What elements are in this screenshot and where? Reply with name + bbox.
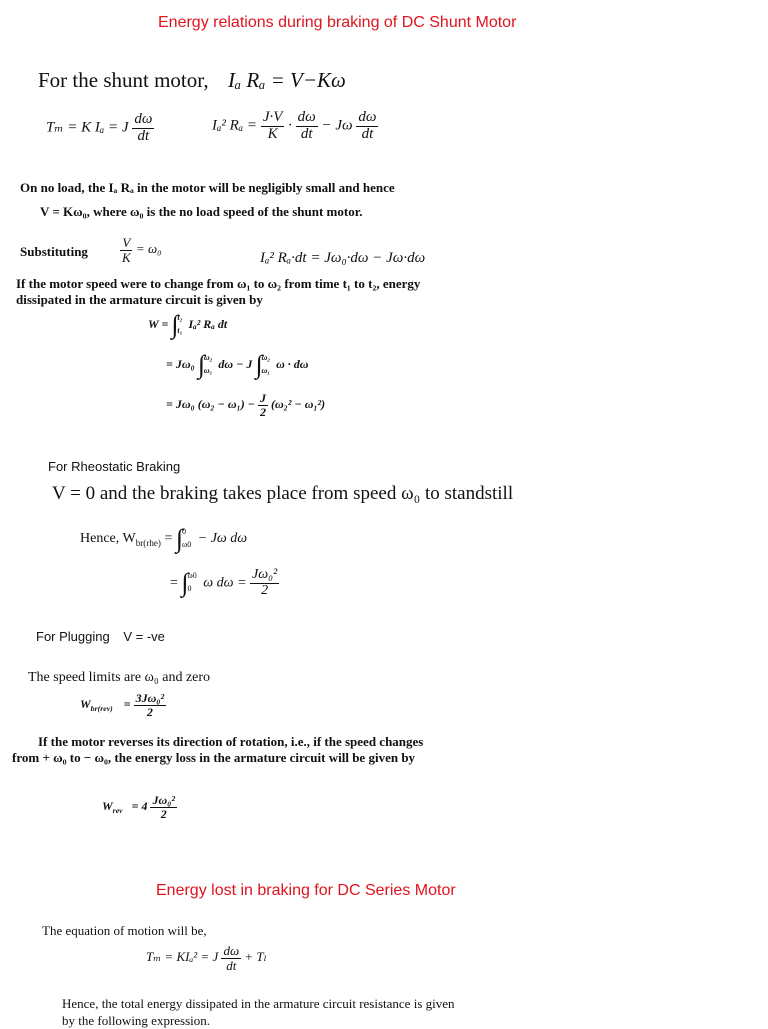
eq1-lhs: Iₐ Rₐ xyxy=(228,68,266,92)
w-l2-b: dω − J xyxy=(218,356,253,371)
speed-change-line-2: dissipated in the armature circuit is given by xyxy=(16,292,263,307)
rheostatic-result: = ∫ ω0 0 ω dω = $\frac{\text{Jω₀²}}{2}$ xyxy=(170,567,278,598)
power-f1-den: K xyxy=(267,125,278,142)
power-equation: Iₐ² Rₐ = $\frac{J\cdot V}{K}$ · $\frac{d\omega}{dt}$ − Jω $\frac{d\omega}{dt}$ xyxy=(212,109,377,142)
w-line-2: = Jω₀ ∫ ω₂ ω₁ dω − J ∫ ω₂ ω₁ ω · dω xyxy=(166,350,309,379)
rev-w-num: Jω₀² xyxy=(152,793,175,807)
power-mid: − Jω xyxy=(321,117,353,134)
w-line-3 xyxy=(166,392,325,418)
power-f2-den: dt xyxy=(300,125,313,142)
series-eq-num: dω xyxy=(223,943,240,958)
w-l2-lower1: ω₁ xyxy=(203,366,213,375)
w-l1-lhs: W = xyxy=(148,316,169,331)
rheo-h2-eq: = xyxy=(170,575,178,591)
rev-w-sub: rev xyxy=(112,806,123,816)
noload-line-1: On no load, the Iₐ Rₐ in the motor will be negligibly small and hence xyxy=(20,180,395,195)
series-eq-den: dt xyxy=(226,957,237,973)
power-frac-1 xyxy=(261,110,285,143)
w-l2-a: = Jω₀ xyxy=(166,356,195,371)
rheo-h2-den: 2 xyxy=(261,582,269,598)
torque-den: dt xyxy=(137,127,150,144)
power-f2-num: dω xyxy=(297,109,316,125)
reverse-line-1: If the motor reverses its direction of rotation, i.e., if the speed changes xyxy=(38,734,424,749)
w-l3-b: (ω₂² − ω₁²) xyxy=(270,396,326,411)
w-l1-body: Iₐ² Rₐ dt xyxy=(188,316,228,331)
rheo-h-eq: = xyxy=(164,531,173,547)
rheo-h2-upper: ω0 xyxy=(187,571,197,581)
plug-label-text: For Plugging xyxy=(36,629,110,644)
subst-rhs: = ω₀ xyxy=(135,241,162,257)
power-f3-num: dω xyxy=(358,109,377,125)
series-hence-line-1: Hence, the total energy dissipated in the armature circuit resistance is given xyxy=(62,996,455,1011)
series-eq-lhs: Tₘ = KIₐ² = J xyxy=(146,949,219,965)
plug-w-num: 3Jω₀² xyxy=(135,691,165,705)
rheo-h2-body: ω dω = xyxy=(203,575,247,591)
plug-v: V = -ve xyxy=(123,629,165,644)
reverse-energy xyxy=(102,794,177,820)
rev-w-eq: = 4 xyxy=(131,798,148,813)
series-motion-label: The equation of motion will be, xyxy=(42,923,207,938)
w-line-1: W = ∫ t₂ t₁ Iₐ² Rₐ dt xyxy=(148,310,228,339)
plug-w-sub: br(rev) xyxy=(90,704,113,714)
w-l3-den: 2 xyxy=(259,404,266,419)
series-eq-frac xyxy=(221,944,241,972)
subst-num: V xyxy=(122,235,131,250)
rheo-h-upper: 0 xyxy=(182,527,186,537)
rheo-h-lhs: Hence, W xyxy=(80,531,136,547)
power-lhs: Iₐ² Rₐ = xyxy=(212,117,258,134)
rheo-h2-frac xyxy=(250,568,279,598)
plug-w-frac xyxy=(134,692,166,718)
w-l3-num: J xyxy=(259,391,266,405)
eq1-rhs: = V−Kω xyxy=(270,68,346,92)
rheostatic-statement: V = 0 and the braking takes place from speed ω₀ to standstill xyxy=(52,483,514,504)
speed-change-line-1: If the motor speed were to change from ω₁ to ω₂ from time t₁ to t₂, energy xyxy=(16,276,421,291)
plugging-energy xyxy=(80,692,166,718)
rev-w-den: 2 xyxy=(160,806,167,821)
rheo-h-body: − Jω dω xyxy=(197,531,248,547)
rev-w-lhs: W xyxy=(102,798,113,813)
plugging-limits: The speed limits are ω₀ and zero xyxy=(28,670,211,685)
power-frac-2 xyxy=(296,110,318,143)
subst-den: K xyxy=(122,249,131,265)
rev-w-frac xyxy=(150,794,176,820)
reverse-line-2: from + ω₀ to − ω₀, the energy loss in the armature circuit will be given by xyxy=(12,750,416,765)
series-hence-line-2: by the following expression. xyxy=(62,1013,211,1028)
substituted-equation: Iₐ² Rₐ·dt = Jω₀·dω − Jω·dω xyxy=(260,250,426,266)
rheo-h2-lower: 0 xyxy=(187,584,192,594)
plug-w-eq: = xyxy=(123,696,131,711)
rheostatic-label: For Rheostatic Braking xyxy=(48,459,181,474)
w-l1-upper: t₂ xyxy=(177,313,183,323)
power-frac-3 xyxy=(356,110,378,143)
plug-w-den: 2 xyxy=(146,704,153,719)
series-eq-rhs: + Tₗ xyxy=(244,949,267,965)
series-equation xyxy=(146,944,267,972)
w-l3-a: = Jω₀ (ω₂ − ω₁) − xyxy=(166,396,255,411)
rheo-h-sub: br(rhe) xyxy=(135,538,161,549)
shunt-equation-1 xyxy=(228,68,346,93)
noload-line-2: V = Kω₀, where ω₀ is the no load speed of the shunt motor. xyxy=(40,204,363,219)
section-title-shunt: Energy relations during braking of DC Shunt Motor xyxy=(158,14,517,31)
plugging-label xyxy=(36,629,165,644)
w-l2-c: ω · dω xyxy=(276,356,309,371)
plug-w-lhs: W xyxy=(80,696,91,711)
w-l2-lower2: ω₁ xyxy=(261,366,271,375)
torque-equation xyxy=(46,112,154,145)
section-title-series: Energy lost in braking for DC Series Motor xyxy=(156,882,456,899)
substituting-fraction xyxy=(120,236,162,264)
rheo-h-lower: ω0 xyxy=(182,540,192,549)
power-f1-num: J·V xyxy=(262,109,283,125)
power-f3-den: dt xyxy=(361,125,374,142)
substituting-label: Substituting xyxy=(20,244,88,259)
torque-lhs: Tₘ = K Iₐ = J xyxy=(46,119,129,136)
shunt-label: For the shunt motor, xyxy=(38,68,209,92)
w-l3-frac xyxy=(258,392,268,418)
torque-num: dω xyxy=(134,111,153,127)
w-l1-lower: t₁ xyxy=(177,326,183,335)
w-l2-upper2: ω₂ xyxy=(261,353,271,363)
torque-fraction xyxy=(132,112,154,145)
rheo-h2-num: Jω₀² xyxy=(252,567,278,582)
rheostatic-hence: Hence, $W_{br(rhe)}$ = ∫ 0 ω0 − Jω dω xyxy=(80,524,248,553)
w-l2-upper1: ω₂ xyxy=(203,353,213,363)
